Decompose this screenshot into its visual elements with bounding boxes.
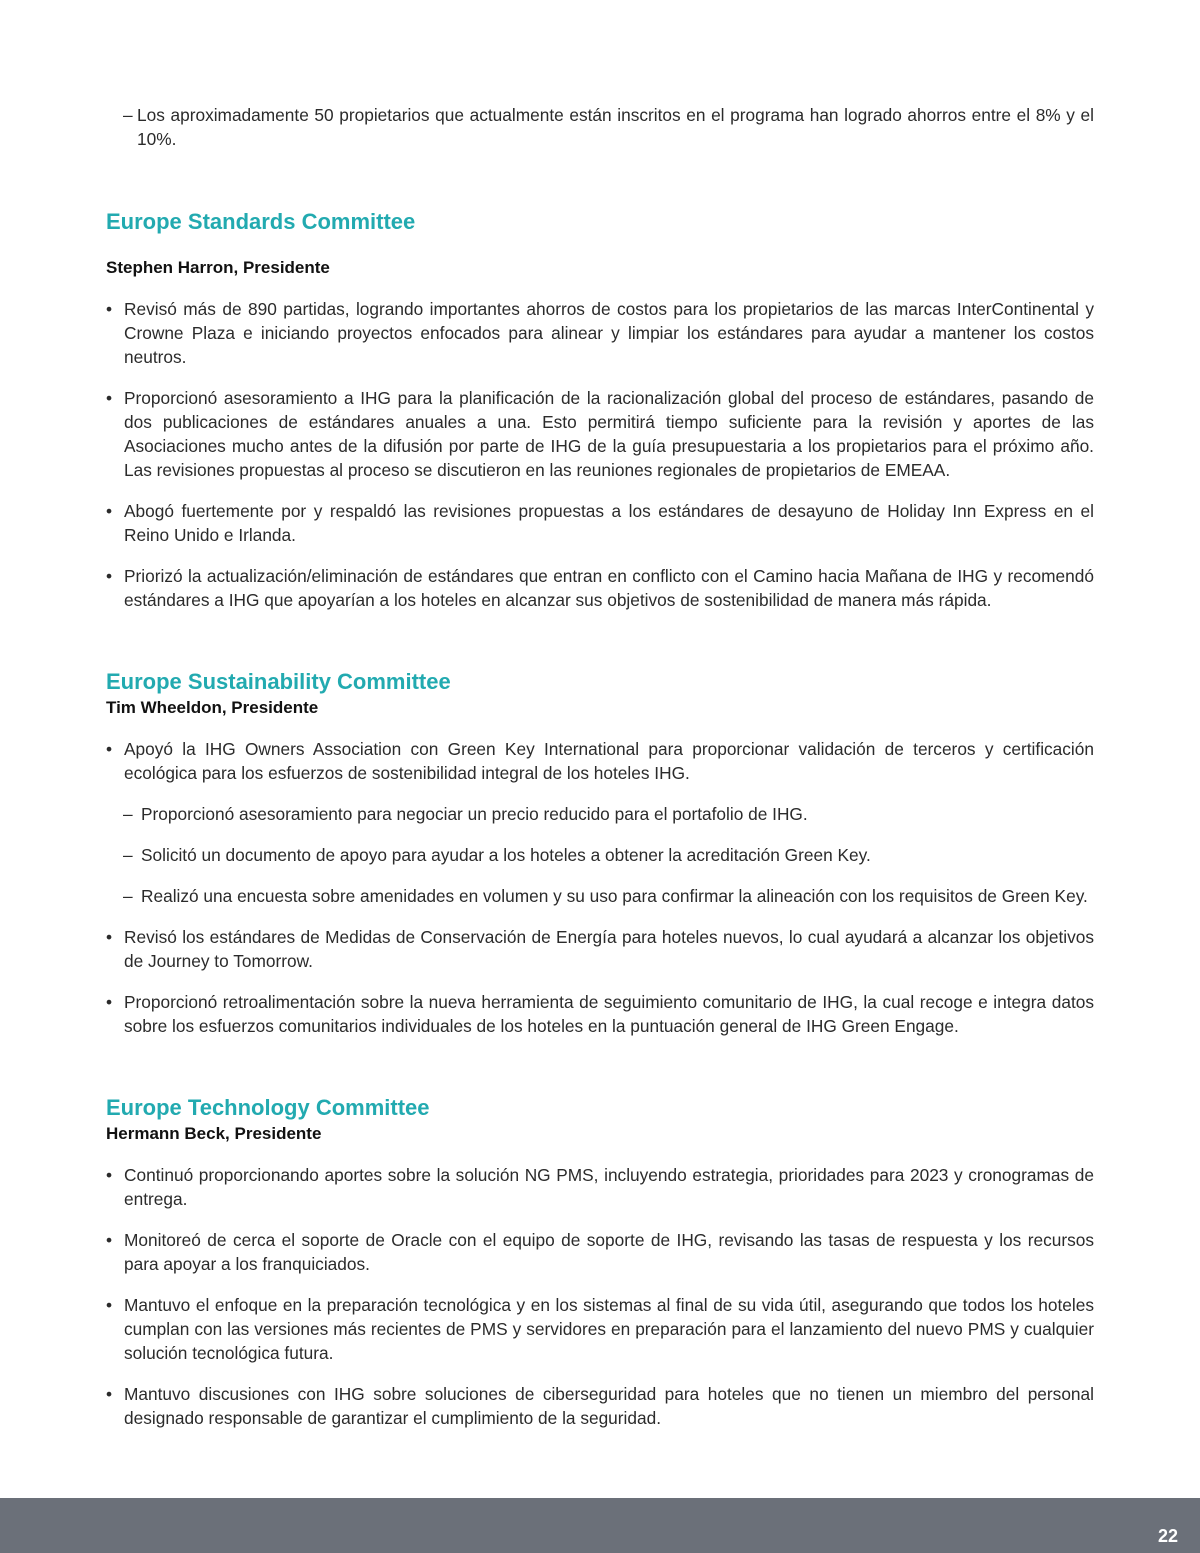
list-item <box>106 386 1094 482</box>
bullet-marker: • <box>106 992 113 1012</box>
list-item <box>106 499 1094 547</box>
dash-marker: – <box>123 886 133 906</box>
sub-list-item <box>106 802 1094 826</box>
dash-marker: – <box>123 105 133 125</box>
list-item-text: Realizó una encuesta sobre amenidades en volumen y su uso para confirmar la alineación con los requisitos de Green Key. <box>141 886 1088 906</box>
dash-marker: – <box>123 804 133 824</box>
page-content <box>106 103 1094 1430</box>
list-item-text: Priorizó la actualización/eliminación de estándares que entran en conflicto con el Camino hacia Mañana de IHG y recomendó estándares a IHG que apoyarían a los hoteles en alcanzar sus objetivos de sostenibilidad de manera más rápida. <box>124 566 1094 610</box>
list-item-text: Monitoreó de cerca el soporte de Oracle con el equipo de soporte de IHG, revisando las tasas de respuesta y los recursos para apoyar a los franquiciados. <box>124 1230 1094 1274</box>
list-item-text: Apoyó la IHG Owners Association con Green Key International para proporcionar validación de terceros y certificación ecológica para los esfuerzos de sostenibilidad integral de los hoteles IHG. <box>124 739 1094 783</box>
list-item-text: Proporcionó asesoramiento a IHG para la planificación de la racionalización global del proceso de estándares, pasando de dos publicaciones de estándares anuales a una. Esto permitirá tiempo suficiente para la revisión y aportes de las Asociaciones mucho antes de la difusión por parte de IHG de la guía presupuestaria a los propietarios para el próximo año. Las revisiones propuestas al proceso se discutieron en las reuniones regionales de propietarios de EMEAA. <box>124 388 1094 480</box>
bullet-marker: • <box>106 1295 113 1315</box>
section-technology-committee <box>106 1094 1094 1430</box>
list-item <box>106 1382 1094 1430</box>
bullet-marker: • <box>106 388 113 408</box>
list-item <box>106 925 1094 973</box>
list-item <box>106 564 1094 612</box>
bullet-marker: • <box>106 299 113 319</box>
list-item-text: Proporcionó asesoramiento para negociar un precio reducido para el portafolio de IHG. <box>141 804 808 824</box>
list-item-text: Revisó más de 890 partidas, logrando importantes ahorros de costos para los propietarios de las marcas InterContinental y Crowne Plaza e iniciando proyectos enfocados para alinear y limpiar los estándares para ayudar a mantener los costos neutros. <box>124 299 1094 367</box>
list-item <box>106 297 1094 369</box>
bullet-marker: • <box>106 1165 113 1185</box>
bullet-marker: • <box>106 501 113 521</box>
list-item <box>106 1293 1094 1365</box>
section-chair: Hermann Beck, Presidente <box>106 1124 322 1143</box>
section-title: Europe Sustainability Committee <box>106 669 451 694</box>
list-item-text: Abogó fuertemente por y respaldó las revisiones propuestas a los estándares de desayuno de Holiday Inn Express en el Reino Unido e Irlanda. <box>124 501 1094 545</box>
bullet-marker: • <box>106 566 113 586</box>
section-title: Europe Technology Committee <box>106 1095 430 1120</box>
list-item <box>106 1228 1094 1276</box>
section-chair: Stephen Harron, Presidente <box>106 258 330 277</box>
list-item-text: Mantuvo el enfoque en la preparación tecnológica y en los sistemas al final de su vida útil, asegurando que todos los hoteles cumplan con las versiones más recientes de PMS y servidores en preparación para el lanzamiento del nuevo PMS y cualquier solución tecnológica futura. <box>124 1295 1094 1363</box>
bullet-marker: • <box>106 739 113 759</box>
bullet-marker: • <box>106 1230 113 1250</box>
list-item-text: Mantuvo discusiones con IHG sobre soluciones de ciberseguridad para hoteles que no tienen un miembro del personal designado responsable de garantizar el cumplimiento de la seguridad. <box>124 1384 1094 1428</box>
dash-marker: – <box>123 845 133 865</box>
section-title: Europe Standards Committee <box>106 209 416 234</box>
bullet-marker: • <box>106 1384 113 1404</box>
section-standards-committee <box>106 208 1094 612</box>
list-item-text: Continuó proporcionando aportes sobre la solución NG PMS, incluyendo estrategia, prioridades para 2023 y cronogramas de entrega. <box>124 1165 1094 1209</box>
section-sustainability-committee <box>106 668 1094 1038</box>
intro-text: Los aproximadamente 50 propietarios que actualmente están inscritos en el programa han logrado ahorros entre el 8% y el 10%. <box>137 105 1094 149</box>
sub-list-item <box>106 843 1094 867</box>
list-item-text: Proporcionó retroalimentación sobre la nueva herramienta de seguimiento comunitario de IHG, la cual recoge e integra datos sobre los esfuerzos comunitarios individuales de los hoteles en la puntuación general de IHG Green Engage. <box>124 992 1094 1036</box>
list-item-text: Solicitó un documento de apoyo para ayudar a los hoteles a obtener la acreditación Green Key. <box>141 845 871 865</box>
list-item <box>106 1163 1094 1211</box>
intro-dash-item <box>106 103 1094 151</box>
footer-bar <box>0 1498 1200 1553</box>
page-number: 22 <box>1157 1526 1178 1546</box>
bullet-marker: • <box>106 927 113 947</box>
list-item-text: Revisó los estándares de Medidas de Conservación de Energía para hoteles nuevos, lo cual ayudará a alcanzar los objetivos de Journey to Tomorrow. <box>124 927 1094 971</box>
section-chair: Tim Wheeldon, Presidente <box>106 698 319 717</box>
list-item <box>106 737 1094 785</box>
sub-list-item <box>106 884 1094 908</box>
list-item <box>106 990 1094 1038</box>
